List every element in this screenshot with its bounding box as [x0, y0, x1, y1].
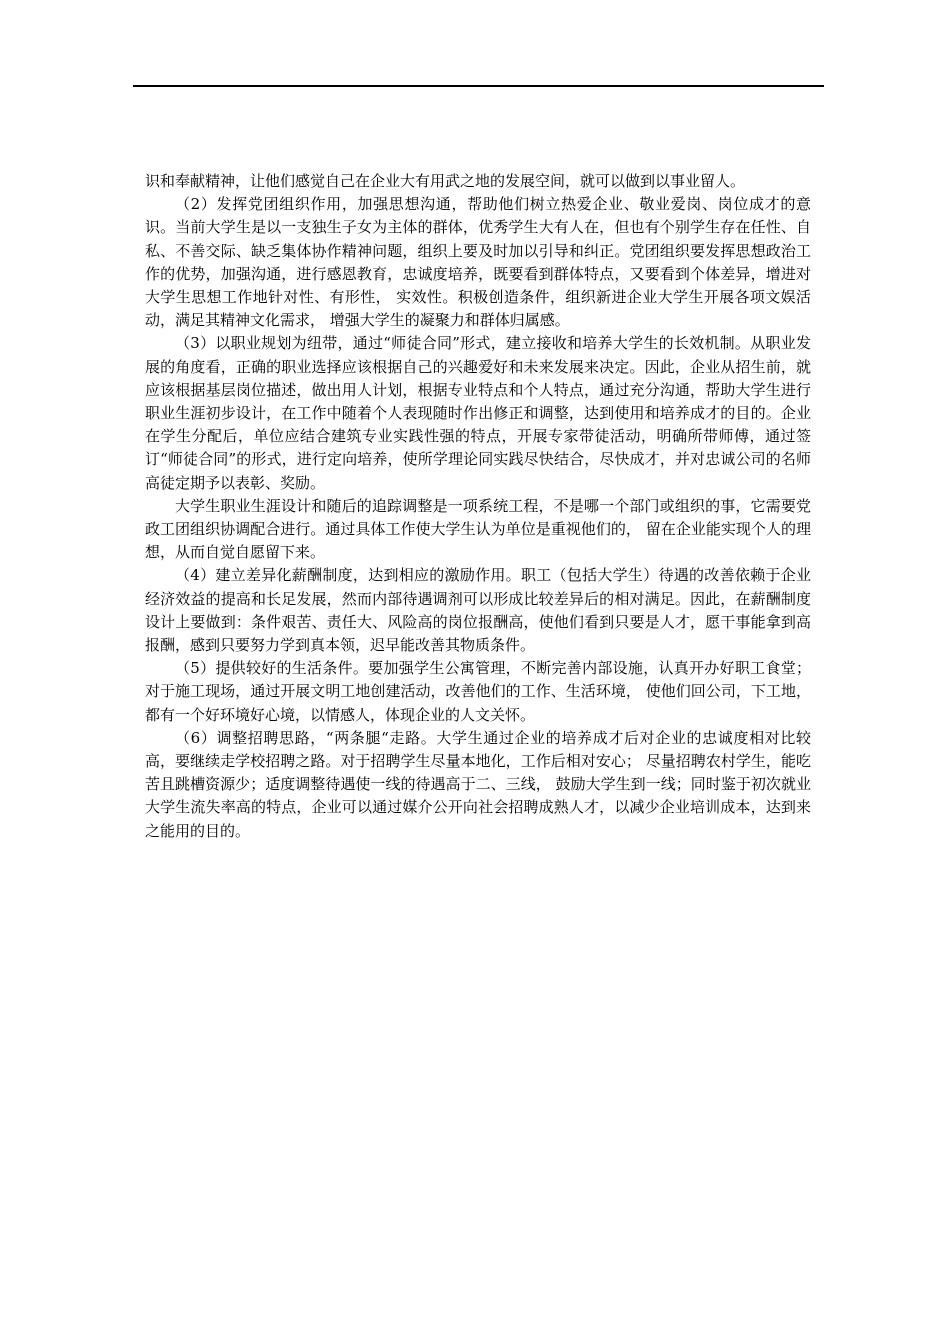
document-body: [145, 170, 811, 843]
paragraph-5-living-conditions: （5）提供较好的生活条件。要加强学生公寓管理，不断完善内部设施，认真开办好职工食堂；对于施工现场，通过开展文明工地创建活动，改善他们的工作、生活环境， 使他们回公司，下工地，都有一个好环境好心境，以情感人，体现企业的人文关怀。: [145, 659, 811, 724]
paragraph-3-career-planning: （3）以职业规划为纽带，通过“师徒合同”形式，建立接收和培养大学生的长效机制。从职业发展的角度看，正确的职业选择应该根据自己的兴趣爱好和未来发展来决定。因此，企业从招生前，就应该根据基层岗位描述，做出用人计划，根据专业特点和个人特点，通过充分沟通，帮助大学生进行职业生涯初步设计，在工作中随着个人表现随时作出修正和调整，达到使用和培养成才的目的。企业在学生分配后，单位应结合建筑专业实践性强的特点，开展专家带徒活动，明确所带师傅，通过签订“师徒合同”的形式，进行定向培养，使所学理论同实践尽快结合，尽快成才，并对忠诚公司的名师高徒定期予以表彰、奖励。: [145, 334, 811, 492]
paragraph-career-design: 大学生职业生涯设计和随后的追踪调整是一项系统工程，不是哪一个部门或组织的事，它需要党政工团组织协调配合进行。通过具体工作使大学生认为单位是重视他们的， 留在企业能实现个人的理想，从而自觉自愿留下来。: [145, 496, 811, 562]
paragraph-continuation: 识和奉献精神，让他们感觉自己在企业大有用武之地的发展空间，就可以做到以事业留人。: [145, 172, 746, 190]
header-rule: [133, 85, 824, 87]
paragraph-6-recruitment: （6）调整招聘思路，“两条腿“走路。大学生通过企业的培养成才后对企业的忠诚度相对比较高，要继续走学校招聘之路。对于招聘学生尽量本地化，工作后相对安心； 尽量招聘农村学生，能吃苦且跳槽资源少；适度调整待遇使一线的待遇高于二、三线， 鼓励大学生到一线；同时鉴于初次就业大学生流失率高的特点，企业可以通过媒介公开向社会招聘成熟人才，以减少企业培训成本，达到来之能用的目的。: [145, 728, 811, 840]
paragraph-2-party-organization: （2）发挥党团组织作用，加强思想沟通，帮助他们树立热爱企业、敬业爱岗、岗位成才的意识。当前大学生是以一支独生子女为主体的群体，优秀学生大有人在，但也有个别学生存在任性、自私、不善交际、缺乏集体协作精神问题，组织上要及时加以引导和纠正。党团组织要发挥思想政治工作的优势，加强沟通，进行感恩教育，忠诚度培养，既要看到群体特点，又要看到个体差异，增进对大学生思想工作地针对性、有形性， 实效性。积极创造条件，组织新进企业大学生开展各项文娱活动，满足其精神文化需求， 增强大学生的凝聚力和群体归属感。: [145, 195, 811, 330]
paragraph-4-salary-system: （4）建立差异化薪酬制度，达到相应的激励作用。职工（包括大学生）待遇的改善依赖于企业经济效益的提高和长足发展，然而内部待遇调剂可以形成比较差异后的相对满足。因此，在薪酬制度设计上要做到：条件艰苦、责任大、风险高的岗位报酬高，使他们看到只要是人才，愿干事能拿到高报酬，感到只要努力学到真本领，迟早能改善其物质条件。: [145, 566, 811, 655]
